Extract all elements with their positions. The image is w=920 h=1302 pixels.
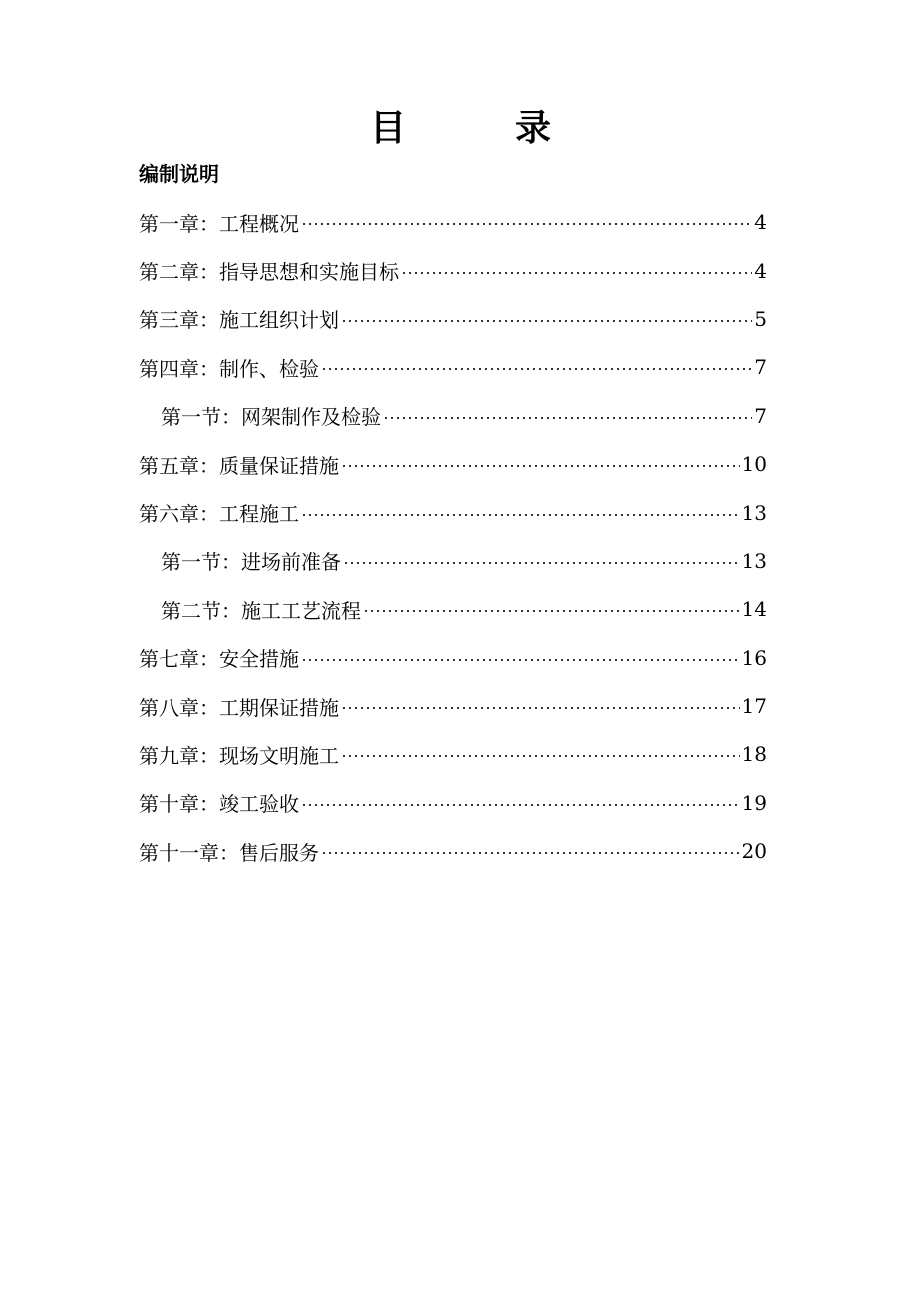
toc-entry-label: 第八章：工期保证措施 — [139, 695, 339, 720]
toc-entry-page: 16 — [741, 645, 767, 670]
toc-entry-chapter-6-section-2[interactable] — [139, 585, 767, 633]
toc-entry-page: 19 — [741, 790, 767, 815]
toc-entry-page: 17 — [741, 694, 767, 719]
toc-entry-page: 4 — [754, 258, 767, 283]
toc-entry-chapter-4[interactable] — [139, 343, 767, 391]
toc-entry-label: 第二章：指导思想和实施目标 — [139, 260, 399, 285]
dot-leader — [301, 514, 740, 516]
dot-leader — [341, 755, 740, 757]
toc-entry-label: 第一节：网架制作及检验 — [161, 405, 381, 430]
toc-title — [0, 103, 920, 155]
toc-entry-chapter-9[interactable] — [139, 730, 767, 778]
dot-leader — [343, 562, 740, 564]
toc-entry-label: 第七章：安全措施 — [139, 647, 299, 672]
dot-leader — [321, 368, 752, 370]
toc-entry-label: 第六章：工程施工 — [139, 502, 299, 527]
toc-entry-chapter-6-section-1[interactable] — [139, 537, 767, 585]
toc-entry-page: 13 — [741, 548, 767, 573]
toc-entry-label: 第九章：现场文明施工 — [139, 743, 339, 768]
toc-entry-page: 20 — [741, 839, 767, 864]
toc-entry-page: 4 — [754, 210, 767, 235]
toc-entry-label: 第二节：施工工艺流程 — [161, 598, 361, 623]
toc-entry-label: 第一章：工程概况 — [139, 211, 299, 236]
toc-entry-page: 10 — [741, 452, 767, 477]
dot-leader — [321, 852, 740, 854]
toc-entry-page: 13 — [741, 500, 767, 525]
toc-entry-chapter-7[interactable] — [139, 634, 767, 682]
toc-entry-page: 7 — [754, 403, 767, 428]
toc-entry-page: 18 — [741, 742, 767, 767]
toc-list — [139, 198, 767, 875]
toc-entry-page: 5 — [754, 306, 767, 331]
toc-entry-label: 第十章：竣工验收 — [139, 792, 299, 817]
toc-entry-chapter-3[interactable] — [139, 295, 767, 343]
toc-entry-chapter-8[interactable] — [139, 682, 767, 730]
toc-entry-label: 第五章：质量保证措施 — [139, 453, 339, 478]
toc-entry-page: 7 — [754, 355, 767, 380]
toc-entry-page: 14 — [741, 597, 767, 622]
toc-entry-chapter-11[interactable] — [139, 827, 767, 875]
dot-leader — [401, 272, 752, 274]
toc-entry-chapter-6[interactable] — [139, 488, 767, 536]
toc-entry-chapter-5[interactable] — [139, 440, 767, 488]
dot-leader — [301, 659, 740, 661]
toc-entry-chapter-1[interactable] — [139, 198, 767, 246]
dot-leader — [341, 320, 752, 322]
dot-leader — [301, 223, 752, 225]
preface-heading[interactable]: 编制说明 — [139, 162, 219, 186]
dot-leader — [363, 610, 740, 612]
dot-leader — [341, 707, 740, 709]
toc-entry-label: 第四章：制作、检验 — [139, 356, 319, 381]
dot-leader — [383, 417, 752, 419]
toc-title-char-1: 目 — [370, 108, 407, 149]
toc-title-char-2: 录 — [515, 108, 552, 149]
toc-entry-chapter-2[interactable] — [139, 246, 767, 294]
toc-entry-label: 第一节：进场前准备 — [161, 550, 341, 575]
dot-leader — [301, 804, 740, 806]
toc-entry-label: 第十一章：售后服务 — [139, 840, 319, 865]
toc-entry-chapter-10[interactable] — [139, 779, 767, 827]
toc-entry-chapter-4-section-1[interactable] — [139, 392, 767, 440]
dot-leader — [341, 465, 740, 467]
toc-entry-label: 第三章：施工组织计划 — [139, 308, 339, 333]
